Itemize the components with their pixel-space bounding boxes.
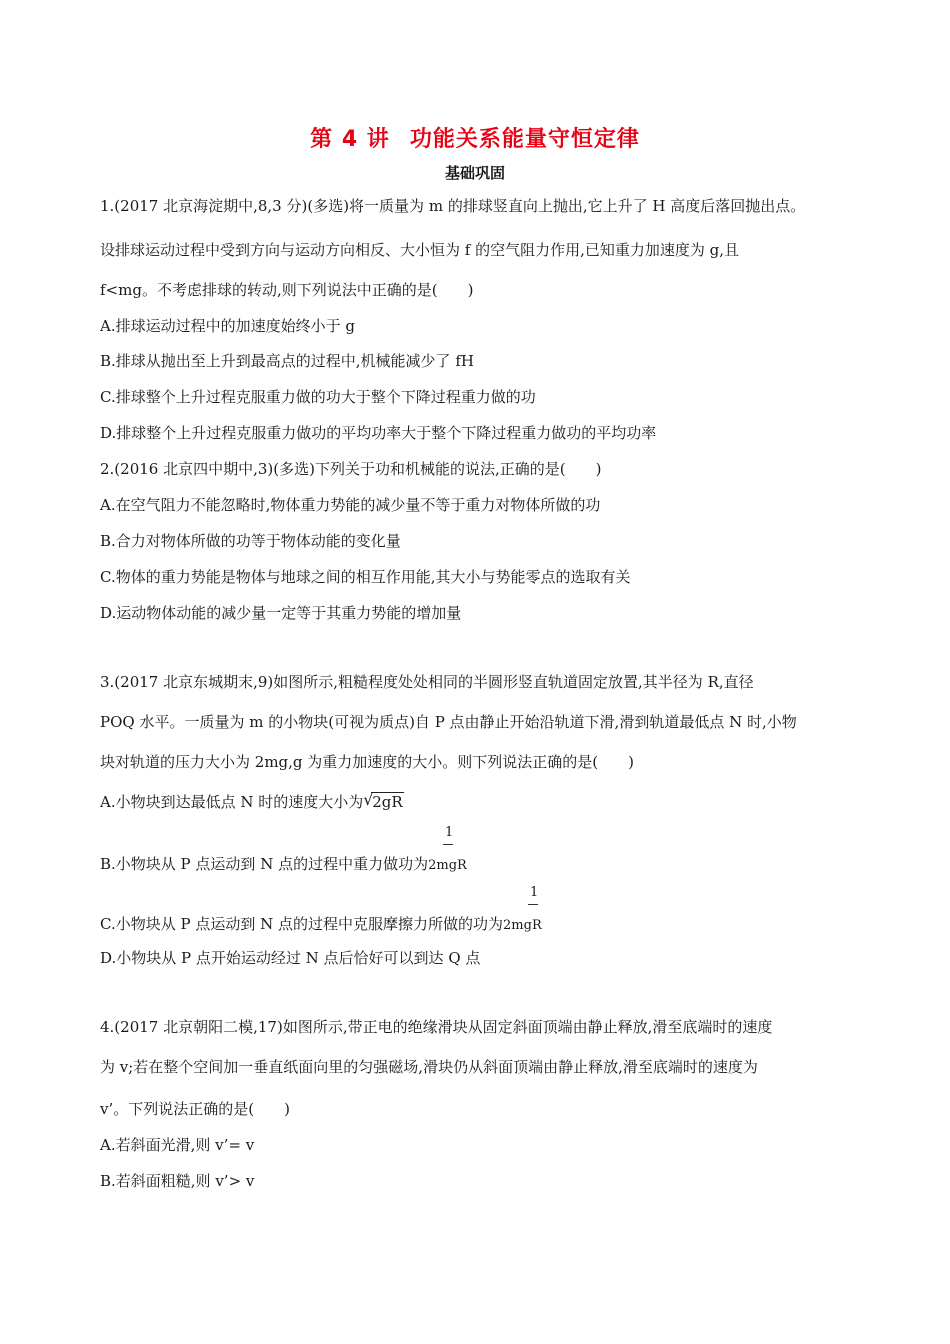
q3-option-c: C.小物块从 P 点运动到 N 点的过程中克服摩擦力所做的功为2mgR — [100, 915, 542, 933]
q3-option-a: A.小物块到达最低点 N 时的速度大小为 √ 2gR — [100, 790, 403, 811]
q3-option-b-fraction-numerator: 1 — [445, 825, 454, 840]
sqrt-expression: √ 2gR — [363, 790, 403, 811]
q3-option-b: B.小物块从 P 点运动到 N 点的过程中重力做功为2mgR — [100, 855, 467, 873]
q2-option-c: C.物体的重力势能是物体与地球之间的相互作用能,其大小与势能零点的选取有关 — [100, 568, 631, 586]
q3-line-2: POQ 水平。一质量为 m 的小物块(可视为质点)自 P 点由静止开始沿轨道下滑,滑到轨道最低点 N 时,小物 — [100, 713, 797, 731]
q4-line-2: 为 v;若在整个空间加一垂直纸面向里的匀强磁场,滑块仍从斜面顶端由静止释放,滑至底端时的速度为 — [100, 1058, 758, 1076]
q1-option-a: A.排球运动过程中的加速度始终小于 g — [100, 317, 355, 335]
q4-option-b: B.若斜面粗糙,则 v’> v — [100, 1172, 255, 1190]
q4-line-1: 4.(2017 北京朝阳二模,17)如图所示,带正电的绝缘滑块从固定斜面顶端由静止释放,滑至底端时的速度 — [100, 1018, 773, 1036]
q1-option-d: D.排球整个上升过程克服重力做功的平均功率大于整个下降过程重力做功的平均功率 — [100, 424, 657, 442]
q1-line-2: 设排球运动过程中受到方向与运动方向相反、大小恒为 f 的空气阻力作用,已知重力加速度为 g,且 — [100, 241, 739, 259]
q1-line-1: 1.(2017 北京海淀期中,8,3 分)(多选)将一质量为 m 的排球竖直向上抛出,它上升了 H 高度后落回抛出点。 — [100, 197, 806, 215]
fraction-bar — [443, 844, 453, 845]
q3-option-d: D.小物块从 P 点开始运动经过 N 点后恰好可以到达 Q 点 — [100, 949, 481, 967]
q3-option-c-fraction-numerator: 1 — [530, 885, 539, 900]
q1-line-3: f<mg。不考虑排球的转动,则下列说法中正确的是( ) — [100, 281, 474, 299]
q3-line-3: 块对轨道的压力大小为 2mg,g 为重力加速度的大小。则下列说法正确的是( ) — [100, 753, 634, 771]
fraction-bar — [528, 904, 538, 905]
q2-option-b: B.合力对物体所做的功等于物体动能的变化量 — [100, 532, 401, 550]
q4-option-a: A.若斜面光滑,则 v’= v — [100, 1136, 255, 1154]
page-title: 第 4 讲 功能关系能量守恒定律 — [310, 127, 640, 152]
q1-option-b: B.排球从抛出至上升到最高点的过程中,机械能减少了 fH — [100, 352, 474, 370]
q1-option-c: C.排球整个上升过程克服重力做的功大于整个下降过程重力做的功 — [100, 388, 536, 406]
q2-option-d: D.运动物体动能的减少量一定等于其重力势能的增加量 — [100, 604, 462, 622]
q4-line-3: v’。下列说法正确的是( ) — [100, 1100, 290, 1118]
section-heading: 基础巩固 — [444, 164, 505, 182]
q2-option-a: A.在空气阻力不能忽略时,物体重力势能的减少量不等于重力对物体所做的功 — [100, 496, 601, 514]
q2-line-1: 2.(2016 北京四中期中,3)(多选)下列关于功和机械能的说法,正确的是( ) — [100, 460, 602, 478]
q3-line-1: 3.(2017 北京东城期末,9)如图所示,粗糙程度处处相同的半圆形竖直轨道固定放置,其半径为 R,直径 — [100, 673, 754, 691]
